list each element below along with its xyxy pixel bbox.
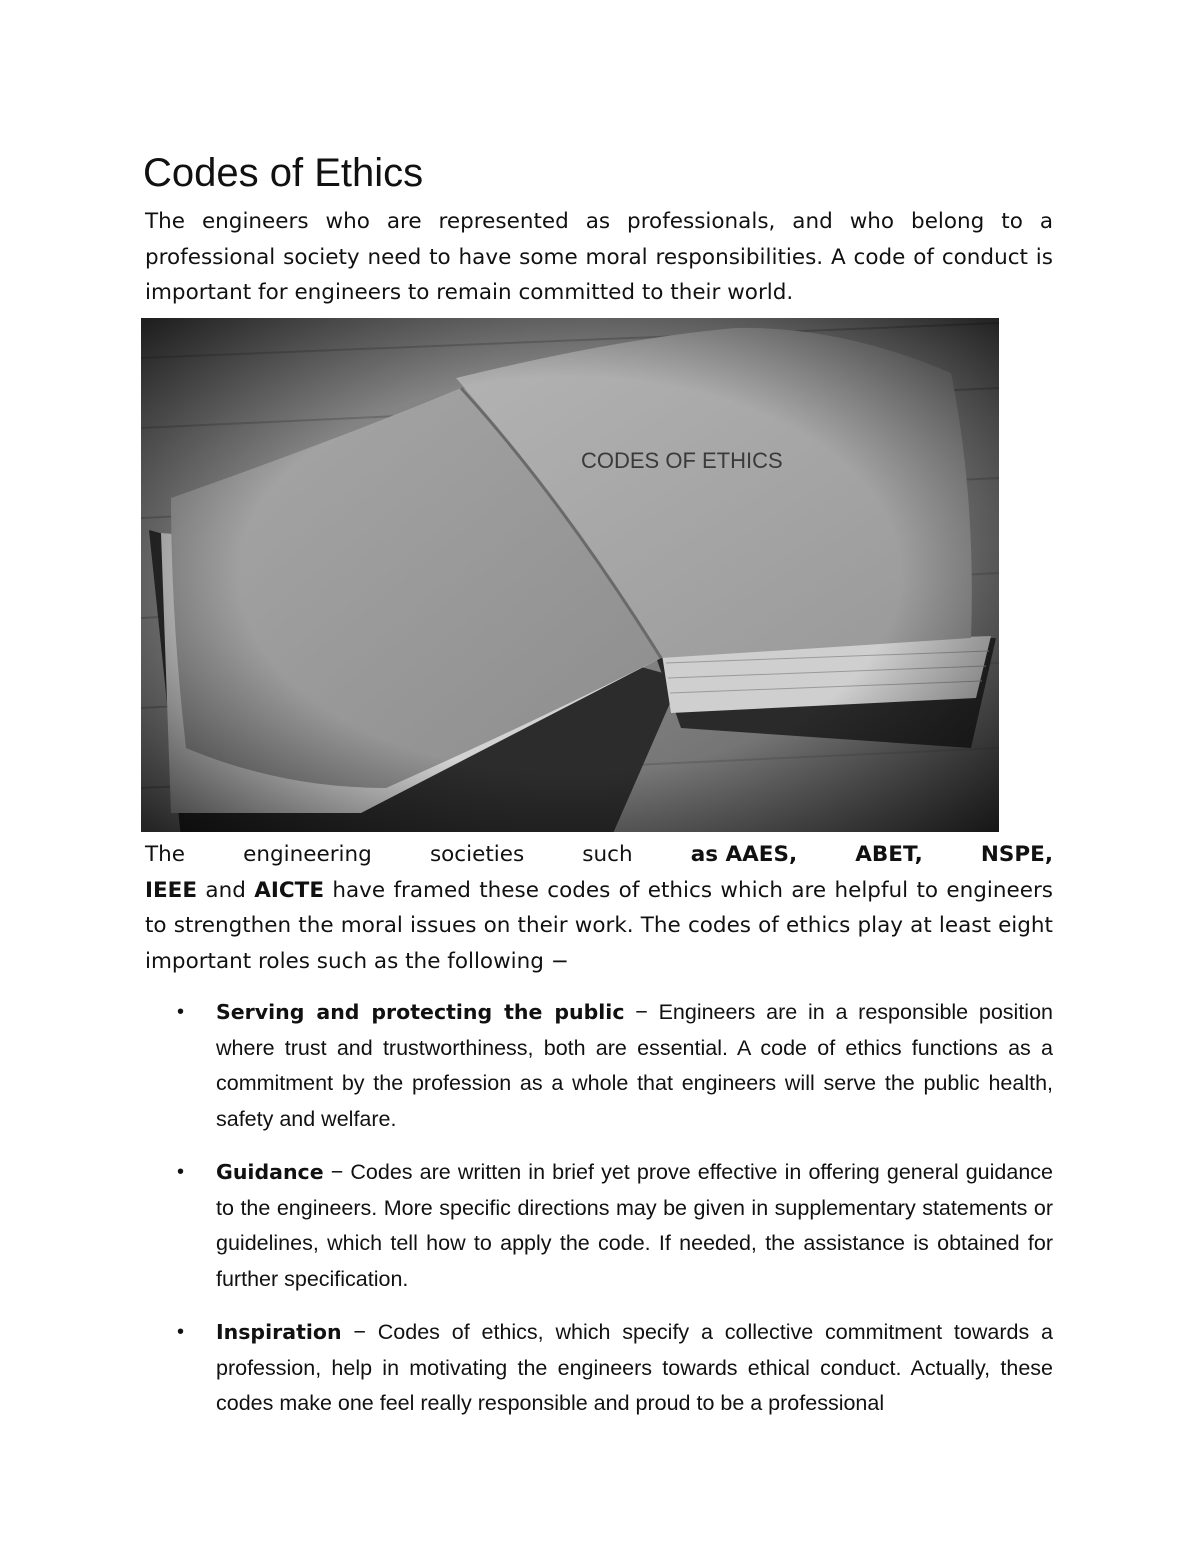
bullet-icon: • (177, 1001, 185, 1023)
bullet-icon: • (177, 1161, 185, 1183)
bullet-icon: • (177, 1321, 185, 1343)
list-item-text: − Engineers are in a responsible position where trust and trustworthiness, both are essential. A code of ethics functions as a commitment by the profession as a whole that engineers will serve the public health, safety and welfare. (216, 1000, 1053, 1131)
societies-paragraph (145, 837, 1053, 979)
word-ieee: IEEE (145, 877, 198, 903)
word-aaes: as AAES, (690, 842, 798, 867)
word-nspe: NSPE, (980, 842, 1053, 867)
roles-list (160, 995, 1053, 1440)
word-societies: societies (429, 842, 525, 867)
word-the: The (145, 842, 185, 867)
societies-text: have framed these codes of ethics which are helpful to engineers to strengthen the moral issues on their work. The codes of ethics play at least eight important roles such as the following − (145, 877, 1053, 974)
list-item (160, 995, 1053, 1137)
book-photo (141, 318, 999, 832)
societies-first-line (145, 837, 1053, 873)
word-abet: ABET, (855, 842, 923, 867)
word-aicte: AICTE (254, 877, 325, 903)
word-engineering: engineering (243, 842, 372, 867)
book-illustration (141, 318, 999, 832)
list-item-term: Serving and protecting the public (216, 1000, 625, 1024)
list-item (160, 1315, 1053, 1422)
intro-paragraph: The engineers who are represented as professionals, and who belong to a professional society need to have some moral responsibilities. A code of conduct is important for engineers to remain committed to their world. (145, 209, 1053, 305)
list-item (160, 1155, 1053, 1297)
list-item-term: Guidance (216, 1160, 324, 1184)
list-item-text: − Codes are written in brief yet prove effective in offering general guidance to the engineers. More specific directions may be given in supplementary statements or guidelines, which tell how to apply the code. If needed, the assistance is obtained for further specification. (216, 1160, 1053, 1291)
page-title: Codes of Ethics (143, 151, 424, 195)
list-item-text: − Codes of ethics, which specify a collective commitment towards a profession, help in motivating the engineers towards ethical conduct. Actually, these codes make one feel really responsible and proud to be a professional (216, 1320, 1053, 1415)
word-and: and (205, 877, 246, 903)
list-item-term: Inspiration (216, 1320, 342, 1344)
word-such: such (582, 842, 633, 867)
societies-rest (145, 873, 1053, 980)
